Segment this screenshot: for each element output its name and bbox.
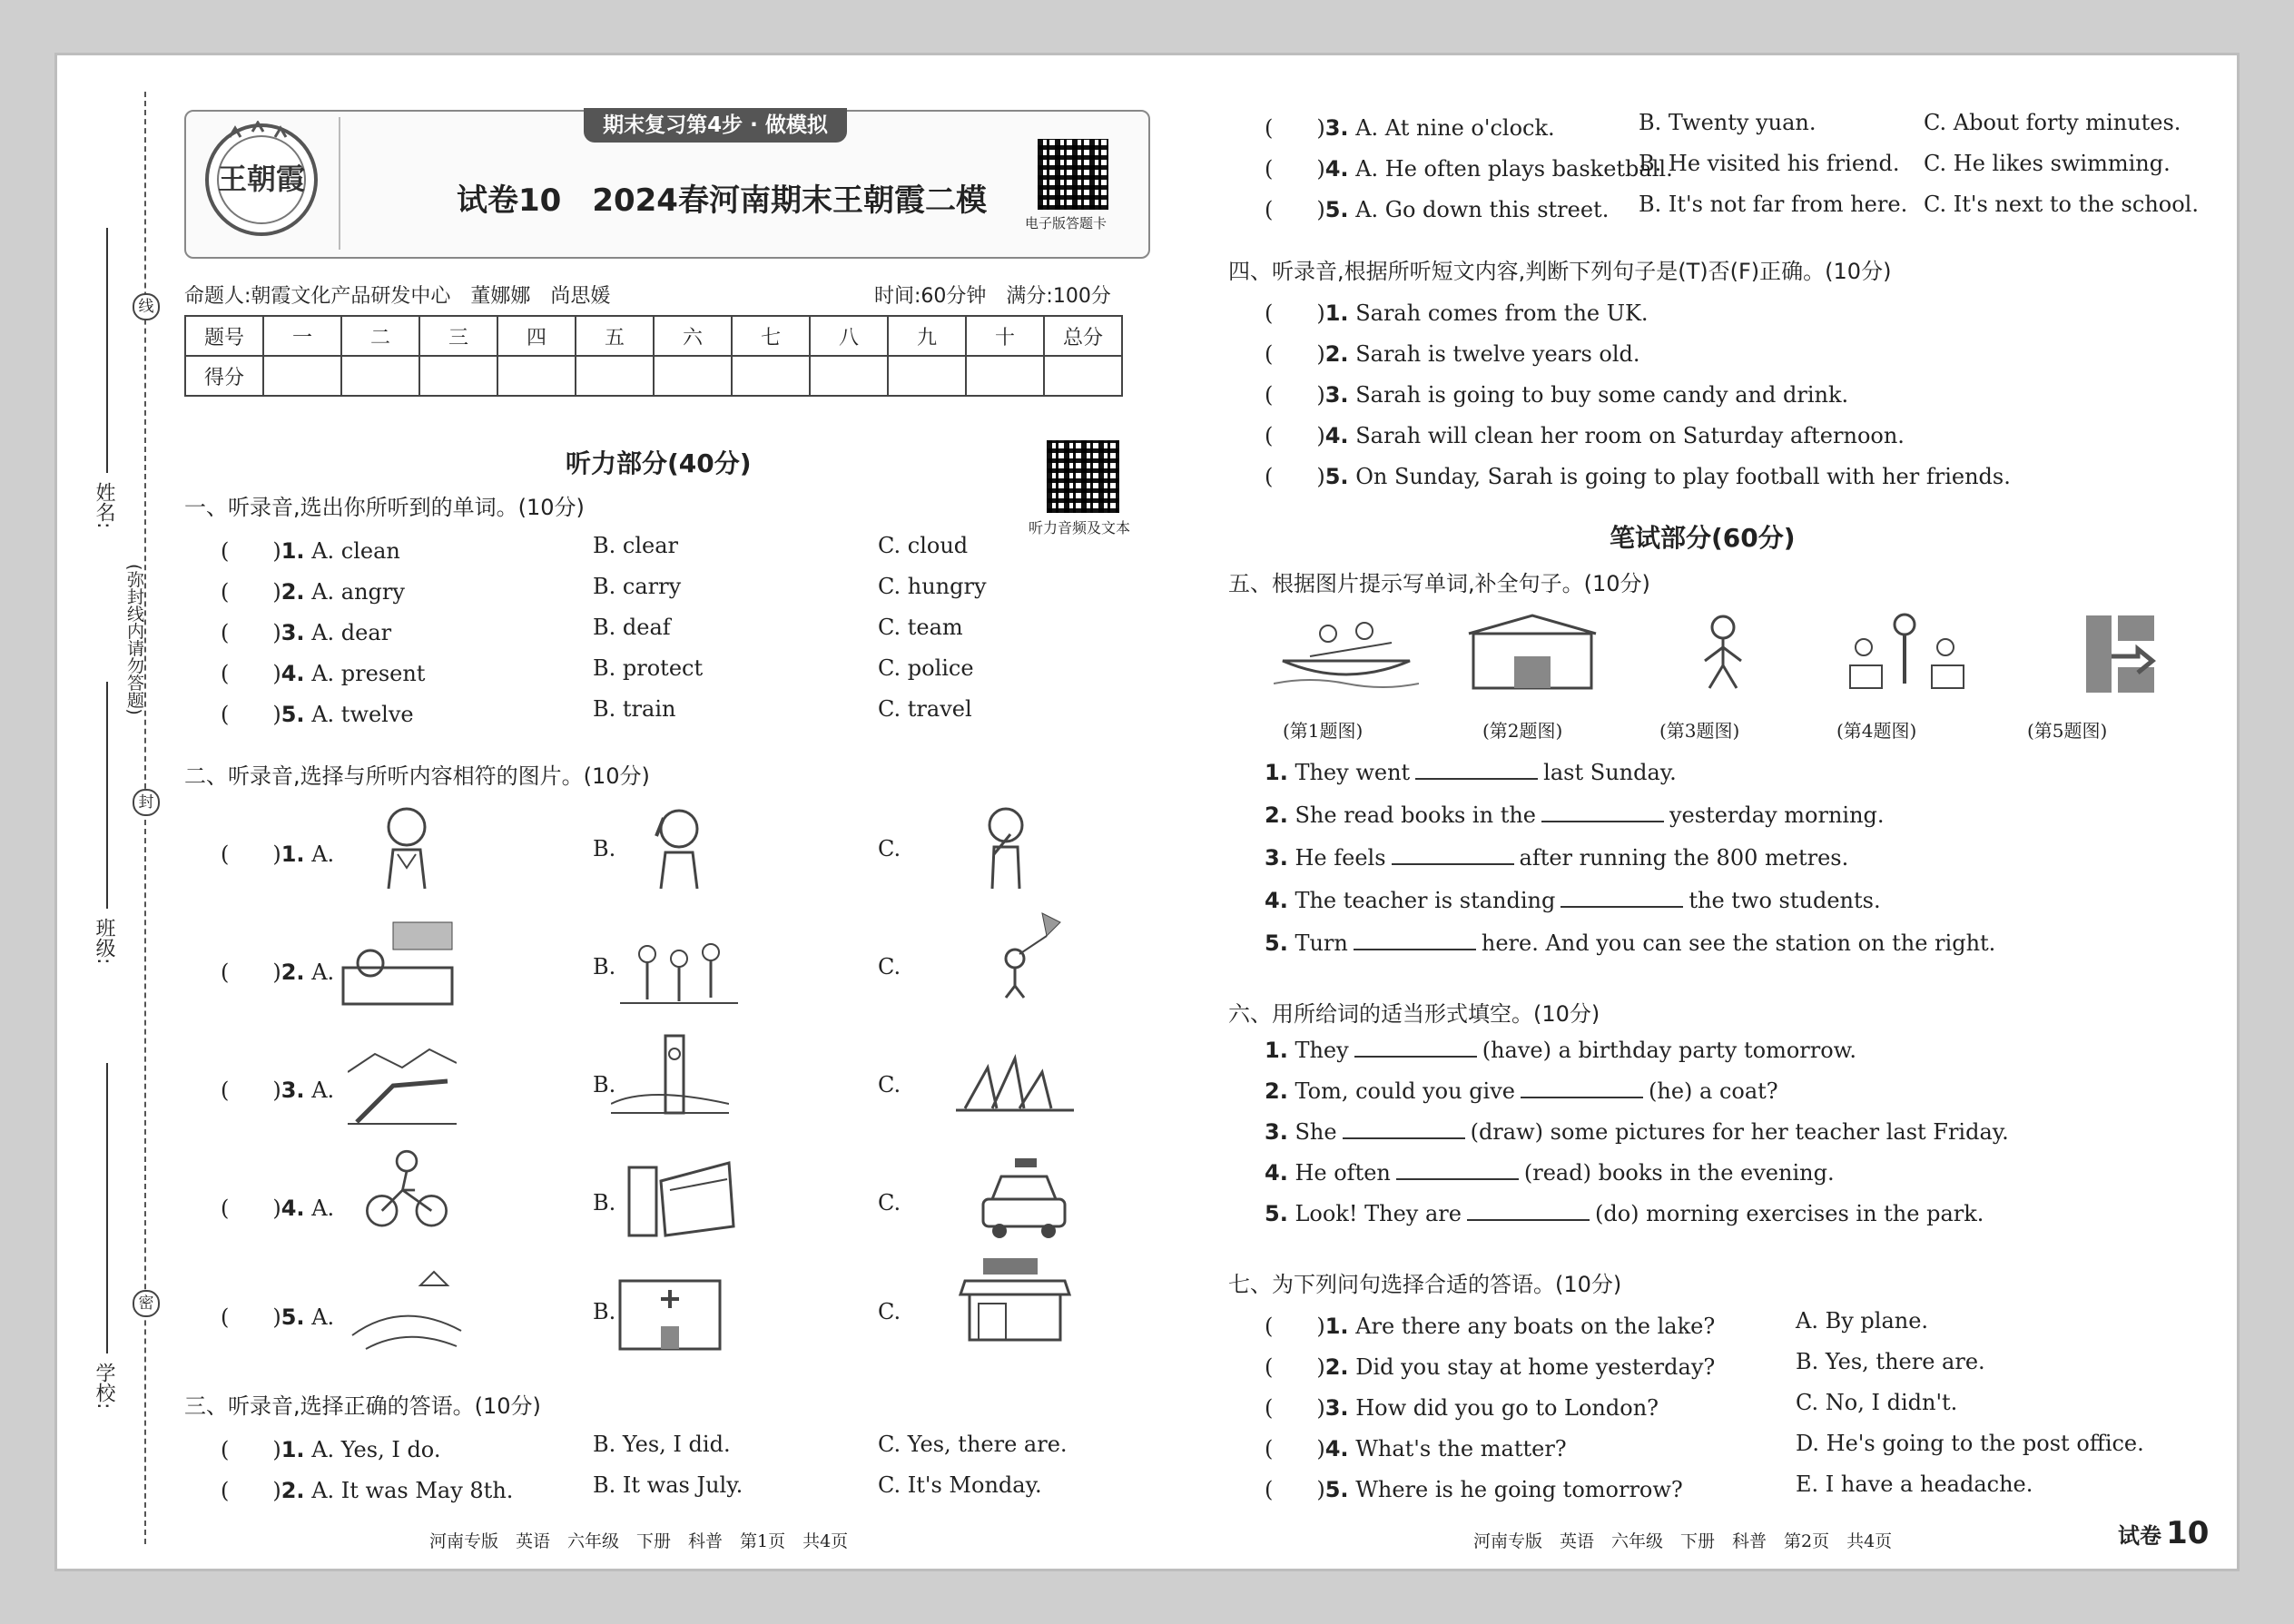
list-item: ( )3. A. dear	[221, 620, 392, 645]
answer-blank[interactable]	[1415, 760, 1538, 780]
answer-paren[interactable]: ( )	[1265, 115, 1325, 141]
option-b: B.	[593, 954, 616, 979]
list-item: ( )5. Where is he going tomorrow?	[1265, 1477, 1683, 1502]
option-c: C. It's next to the school.	[1924, 192, 2199, 217]
option-b: B.	[593, 836, 616, 861]
list-item: 3. He feels after running the 800 metres.	[1265, 845, 1849, 871]
school-label: 学校:	[93, 1363, 115, 1410]
answer-blank[interactable]	[1343, 1119, 1465, 1139]
hospital-building-picture	[611, 1263, 729, 1353]
answer-option: C. No, I didn't.	[1796, 1390, 1958, 1415]
picture-caption: (第5题图)	[2027, 720, 2108, 742]
taxi-picture	[974, 1154, 1074, 1245]
answer-paren[interactable]: ( )	[221, 960, 281, 985]
list-item: ( )1. Sarah comes from the UK.	[1265, 300, 1649, 326]
score-header-cell: 一	[263, 316, 341, 356]
great-wall-picture	[348, 1036, 457, 1127]
bus-stop-picture	[620, 1154, 738, 1245]
list-item: 2. She read books in the yesterday morning.	[1265, 802, 1885, 828]
answer-paren[interactable]: ( )	[221, 842, 281, 867]
name-label: 姓名:	[93, 482, 115, 529]
list-item: ( )5. A. Go down this street.	[1265, 197, 1610, 222]
answer-paren[interactable]: ( )	[1265, 1436, 1325, 1462]
answer-paren[interactable]: ( )	[1265, 1354, 1325, 1380]
option-c: C.	[878, 836, 901, 861]
option-b: B. Yes, I did.	[593, 1432, 731, 1457]
answer-blank[interactable]	[1521, 1078, 1643, 1098]
authors: 命题人:朝霞文化产品研发中心 董娜娜 尚思媛	[184, 285, 611, 308]
turn-right-sign-picture	[2082, 611, 2163, 697]
score-row-label: 得分	[185, 356, 263, 396]
answer-option: B. Yes, there are.	[1796, 1349, 1985, 1374]
answer-blank[interactable]	[1396, 1160, 1519, 1180]
option-c: C. travel	[878, 696, 972, 722]
picture-caption: (第3题图)	[1659, 720, 1740, 742]
answer-option: D. He's going to the post office.	[1796, 1431, 2144, 1456]
logo-text: 王朝霞	[217, 162, 306, 196]
option-b: B. protect	[593, 655, 704, 681]
answer-paren[interactable]: ( )	[221, 620, 281, 645]
option-c: C.	[878, 1072, 901, 1097]
listening-heading: 听力部分(40分)	[566, 448, 752, 478]
option-b: B. clear	[593, 533, 678, 558]
list-item: ( )5. On Sunday, Sarah is going to play football with her friends.	[1265, 464, 2011, 489]
list-item: 3. She (draw) some pictures for her teacher last Friday.	[1265, 1119, 2009, 1145]
option-c: C. It's Monday.	[878, 1472, 1042, 1498]
answer-paren[interactable]: ( )	[1265, 197, 1325, 222]
answer-blank[interactable]	[1467, 1201, 1590, 1221]
logo	[202, 121, 320, 239]
list-item: ( )3. A. At nine o'clock.	[1265, 115, 1555, 141]
list-item: ( )1. A.	[221, 842, 335, 867]
park-pavilion-picture	[348, 1263, 466, 1353]
answer-option: E. I have a headache.	[1796, 1471, 2033, 1497]
option-b: B. It was July.	[593, 1472, 743, 1498]
answer-paren[interactable]: ( )	[221, 1196, 281, 1221]
sec7-title: 七、为下列问句选择合适的答语。(10分)	[1228, 1272, 1622, 1297]
option-b: B. deaf	[593, 615, 671, 640]
option-b: B.	[593, 1072, 616, 1097]
answer-paren[interactable]: ( )	[221, 1304, 281, 1330]
answer-paren[interactable]: ( )	[221, 661, 281, 686]
answer-paren[interactable]: ( )	[1265, 1395, 1325, 1421]
score-cell[interactable]	[1044, 356, 1122, 396]
option-b: B. train	[593, 696, 676, 722]
answer-paren[interactable]: ( )	[1265, 1314, 1325, 1339]
score-header-cell: 九	[888, 316, 966, 356]
footer-left: 河南专版 英语 六年级 下册 科普 第1页 共4页	[429, 1531, 849, 1551]
list-item: 1. They (have) a birthday party tomorrow.	[1265, 1038, 1856, 1063]
answer-paren[interactable]: ( )	[221, 538, 281, 564]
list-item: ( )2. A. angry	[221, 579, 405, 605]
list-item: ( )2. Did you stay at home yesterday?	[1265, 1354, 1716, 1380]
list-item: ( )5. A.	[221, 1304, 335, 1330]
list-item: 4. The teacher is standing the two students.	[1265, 888, 1881, 913]
score-cell[interactable]	[810, 356, 888, 396]
list-item: 2. Tom, could you give (he) a coat?	[1265, 1078, 1778, 1104]
paper-number-value: 10	[2166, 1515, 2210, 1551]
answer-paren[interactable]: ( )	[221, 702, 281, 727]
boy-kite-picture	[974, 909, 1074, 999]
score-cell[interactable]	[263, 356, 341, 396]
boy-toothache-picture	[956, 800, 1056, 891]
boy-sleeping-picture	[339, 918, 457, 1009]
score-table-header-row	[185, 316, 1122, 356]
score-table	[184, 315, 1123, 397]
option-b: B. It's not far from here.	[1639, 192, 1908, 217]
answer-paren[interactable]: ( )	[1265, 423, 1325, 448]
score-header-cell: 六	[654, 316, 732, 356]
option-c: C. police	[878, 655, 974, 681]
option-c: C. team	[878, 615, 963, 640]
answer-paren[interactable]: ( )	[221, 1437, 281, 1462]
option-c: C. cloud	[878, 533, 969, 558]
footer-right: 河南专版 英语 六年级 下册 科普 第2页 共4页	[1473, 1531, 1893, 1551]
gutter-mark-mi: 密	[133, 1290, 160, 1317]
class-label: 班级:	[93, 918, 115, 965]
answer-option: A. By plane.	[1796, 1308, 1929, 1334]
boy-headache-picture	[629, 800, 729, 891]
boat-rowing-picture	[1274, 611, 1419, 693]
score-cell[interactable]	[654, 356, 732, 396]
answer-paren[interactable]: ( )	[1265, 341, 1325, 367]
sec6-title: 六、用所给词的适当形式填空。(10分)	[1228, 1001, 1600, 1027]
sec1-title: 一、听录音,选出你所听到的单词。(10分)	[184, 495, 585, 520]
score-header-cell: 四	[497, 316, 576, 356]
shop-picture	[956, 1254, 1074, 1344]
option-b: B.	[593, 1190, 616, 1216]
list-item: ( )3. How did you go to London?	[1265, 1395, 1659, 1421]
school-field[interactable]	[106, 1063, 108, 1353]
writing-heading: 笔试部分(60分)	[1610, 523, 1796, 553]
score-cell[interactable]	[341, 356, 419, 396]
option-c: C. He likes swimming.	[1924, 151, 2171, 176]
library-picture	[1464, 611, 1600, 693]
teacher-students-picture	[1836, 611, 1973, 693]
page-title: 试卷10 2024春河南期末王朝霞二模	[457, 182, 987, 219]
option-c: C. hungry	[878, 574, 987, 599]
sydney-opera-house-picture	[956, 1036, 1074, 1127]
answer-paren[interactable]: ( )	[221, 579, 281, 605]
answer-paren[interactable]: ( )	[221, 1478, 281, 1503]
option-b: B. carry	[593, 574, 682, 599]
big-ben-picture	[611, 1027, 729, 1117]
score-header-cell: 题号	[185, 316, 263, 356]
banner-text: 期末复习第4步 · 做模拟	[603, 113, 828, 137]
list-item: ( )4. What's the matter?	[1265, 1436, 1567, 1462]
answer-blank[interactable]	[1354, 930, 1476, 950]
score-header-cell: 七	[732, 316, 810, 356]
name-field[interactable]	[106, 228, 108, 473]
list-item: 5. Look! They are (do) morning exercises in the park.	[1265, 1201, 1984, 1226]
list-item: ( )2. Sarah is twelve years old.	[1265, 341, 1640, 367]
boy-bike-picture	[357, 1145, 457, 1235]
option-c: C.	[878, 1299, 901, 1324]
time-score: 时间:60分钟 满分:100分	[874, 285, 1111, 308]
answer-paren[interactable]: ( )	[1265, 156, 1325, 182]
list-item: ( )4. A. He often plays basketball.	[1265, 156, 1673, 182]
list-item: ( )4. A. present	[221, 661, 426, 686]
option-b: B.	[593, 1299, 616, 1324]
gutter-note: (弥封线内请勿答题)	[124, 564, 144, 715]
answer-paren[interactable]: ( )	[221, 1078, 281, 1103]
exam-sheet	[54, 53, 2240, 1571]
option-c: C. About forty minutes.	[1924, 110, 2181, 135]
score-cell[interactable]	[497, 356, 576, 396]
option-b: B. He visited his friend.	[1639, 151, 1900, 176]
list-item: ( )3. Sarah is going to buy some candy and drink.	[1265, 382, 1849, 408]
gutter-mark-xian: 线	[133, 293, 160, 320]
list-item: 5. Turn here. And you can see the station on the right.	[1265, 930, 1996, 956]
score-header-cell: 二	[341, 316, 419, 356]
list-item: ( )4. A.	[221, 1196, 335, 1221]
picture-caption: (第4题图)	[1836, 720, 1917, 742]
gutter-mark-feng: 封	[133, 789, 160, 816]
header-divider	[339, 117, 340, 250]
list-item: ( )2. A. It was May 8th.	[221, 1478, 514, 1503]
class-field[interactable]	[106, 682, 108, 909]
list-item: ( )1. A. clean	[221, 538, 400, 564]
paper-label: 试卷	[2118, 1523, 2161, 1549]
tired-runner-picture	[1673, 611, 1773, 693]
answer-paren[interactable]: ( )	[1265, 1477, 1325, 1502]
option-c: C.	[878, 954, 901, 979]
list-item: 4. He often (read) books in the evening.	[1265, 1160, 1835, 1186]
answer-paren[interactable]: ( )	[1265, 300, 1325, 326]
answer-blank[interactable]	[1541, 802, 1664, 822]
list-item: ( )2. A.	[221, 960, 335, 985]
score-header-cell: 八	[810, 316, 888, 356]
picture-caption: (第2题图)	[1482, 720, 1563, 742]
answer-blank[interactable]	[1354, 1038, 1477, 1058]
score-header-cell: 三	[419, 316, 497, 356]
kids-playing-picture	[620, 918, 738, 1009]
answer-paren[interactable]: ( )	[1265, 464, 1325, 489]
option-c: C. Yes, there are.	[878, 1432, 1068, 1457]
score-table-score-row	[185, 356, 1122, 396]
score-header-cell: 十	[966, 316, 1044, 356]
picture-caption: (第1题图)	[1283, 720, 1364, 742]
score-cell[interactable]	[732, 356, 810, 396]
list-item: ( )3. A.	[221, 1078, 335, 1103]
boy-sick-picture	[357, 800, 457, 891]
list-item: ( )1. A. Yes, I do.	[221, 1437, 441, 1462]
sec4-title: 四、听录音,根据所听短文内容,判断下列句子是(T)否(F)正确。(10分)	[1228, 259, 1892, 284]
option-c: C.	[878, 1190, 901, 1216]
score-cell[interactable]	[576, 356, 654, 396]
list-item: ( )5. A. twelve	[221, 702, 414, 727]
option-b: B. Twenty yuan.	[1639, 110, 1816, 135]
sec2-title: 二、听录音,选择与所听内容相符的图片。(10分)	[184, 763, 650, 789]
score-cell[interactable]	[419, 356, 497, 396]
answer-paren[interactable]: ( )	[1265, 382, 1325, 408]
score-header-cell: 总分	[1044, 316, 1122, 356]
answer-blank[interactable]	[1561, 888, 1683, 908]
list-item: ( )4. Sarah will clean her room on Saturday afternoon.	[1265, 423, 1905, 448]
answer-card-qr[interactable]	[1038, 139, 1108, 210]
score-cell[interactable]	[966, 356, 1044, 396]
sec5-title: 五、根据图片提示写单词,补全句子。(10分)	[1228, 571, 1650, 596]
list-item: ( )1. Are there any boats on the lake?	[1265, 1314, 1716, 1339]
score-header-cell: 五	[576, 316, 654, 356]
list-item: 1. They went last Sunday.	[1265, 760, 1677, 785]
score-cell[interactable]	[888, 356, 966, 396]
paper-number	[2118, 1515, 2209, 1551]
answer-blank[interactable]	[1392, 845, 1514, 865]
sec3-title: 三、听录音,选择正确的答语。(10分)	[184, 1393, 541, 1419]
answer-card-label: 电子版答题卡	[1025, 215, 1108, 231]
banner	[584, 108, 847, 143]
listening-qr-label: 听力音频及文本	[1029, 519, 1131, 536]
listening-audio-qr[interactable]	[1047, 440, 1119, 513]
